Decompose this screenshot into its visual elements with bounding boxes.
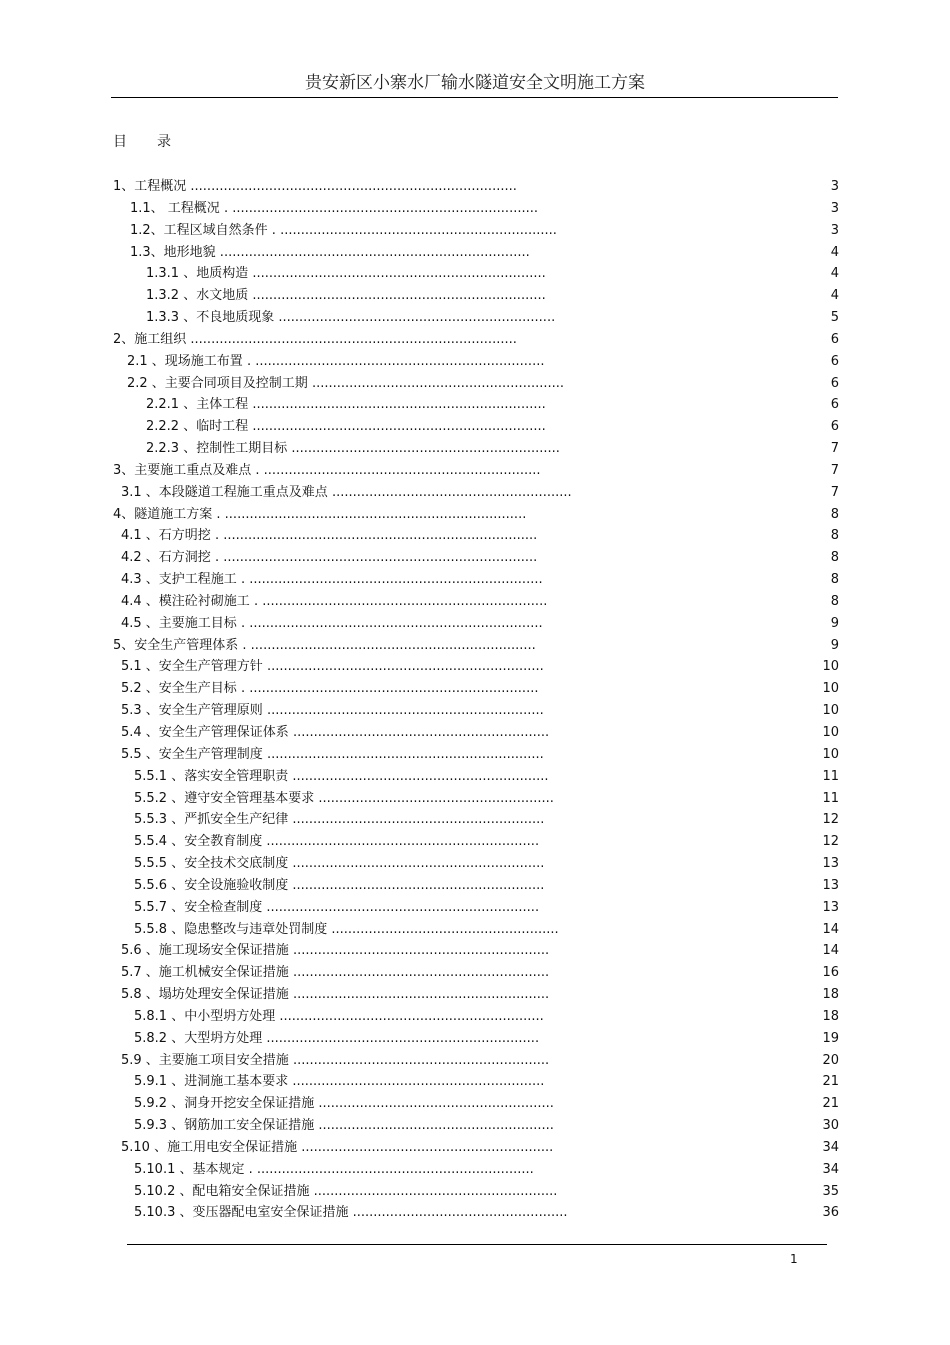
toc-entry[interactable] — [0, 940, 950, 962]
toc-entry-page: 4 — [830, 244, 839, 260]
toc-entry-title: 5、安全生产管理体系 . ..................................................................... — [113, 637, 536, 653]
document-header-title: 贵安新区小寨水厂输水隧道安全文明施工方案 — [305, 73, 645, 93]
toc-entry-title: 5.5.5 、安全技术交底制度 ............................................................. — [134, 856, 545, 872]
toc-entry-page: 14 — [822, 921, 839, 937]
toc-entry-title: 3.1 、本段隧道工程施工重点及难点 .......................................................... — [121, 484, 572, 500]
toc-entry-title: 5.5.6 、安全设施验收制度 ............................................................. — [134, 877, 545, 893]
toc-entry-page: 34 — [822, 1161, 839, 1177]
toc-entry-title: 5.5 、安全生产管理制度 ................................................................... — [121, 746, 544, 762]
toc-entry-title: 5.6 、施工现场安全保证措施 .............................................................. — [121, 943, 550, 959]
toc-entry-page: 10 — [822, 681, 839, 697]
toc-entry-page: 10 — [822, 703, 839, 719]
toc-entry[interactable] — [0, 678, 950, 700]
toc-entry[interactable] — [0, 373, 950, 395]
toc-entry-title: 5.9.3 、钢筋加工安全保证措施 ......................................................... — [134, 1118, 554, 1134]
toc-entry-page: 18 — [822, 1008, 839, 1024]
toc-entry-title: 5.3 、安全生产管理原则 ................................................................... — [121, 703, 544, 719]
toc-entry-title: 5.9 、主要施工项目安全措施 .............................................................. — [121, 1052, 550, 1068]
toc-entry-page: 6 — [830, 331, 839, 347]
toc-entry[interactable] — [0, 853, 950, 875]
toc-entry[interactable] — [0, 1071, 950, 1093]
toc-entry[interactable] — [0, 1050, 950, 1072]
toc-entry[interactable] — [0, 569, 950, 591]
toc-entry-page: 10 — [822, 659, 839, 675]
toc-entry[interactable] — [0, 416, 950, 438]
toc-entry-title: 5.10.2 、配电箱安全保证措施 ........................................................... — [134, 1183, 558, 1199]
toc-entry-page: 10 — [822, 746, 839, 762]
toc-entry-page: 3 — [830, 200, 839, 216]
toc-entry-title: 5.7 、施工机械安全保证措施 .............................................................. — [121, 965, 550, 981]
toc-entry-page: 36 — [822, 1205, 839, 1221]
toc-entry[interactable] — [0, 307, 950, 329]
toc-entry[interactable] — [0, 329, 950, 351]
toc-entry-page: 6 — [830, 353, 839, 369]
toc-entry[interactable] — [0, 438, 950, 460]
toc-entry[interactable] — [0, 897, 950, 919]
toc-entry-page: 11 — [822, 790, 839, 806]
toc-entry-title: 2.2.2 、临时工程 ....................................................................... — [146, 419, 546, 435]
toc-entry[interactable] — [0, 1006, 950, 1028]
toc-entry[interactable] — [0, 263, 950, 285]
toc-entry-title: 5.10.3 、变压器配电室安全保证措施 .................................................... — [134, 1205, 568, 1221]
toc-entry-page: 12 — [822, 812, 839, 828]
toc-entry-title: 5.8 、塌坊处理安全保证措施 .............................................................. — [121, 987, 550, 1003]
toc-entry-title: 4.2 、石方洞挖 . ............................................................................ — [121, 550, 538, 566]
toc-entry-page: 30 — [822, 1118, 839, 1134]
toc-entry[interactable] — [0, 809, 950, 831]
toc-entry[interactable] — [0, 1202, 950, 1224]
toc-entry-page: 13 — [822, 899, 839, 915]
toc-entry-title: 4.1 、石方明挖 . ............................................................................ — [121, 528, 538, 544]
toc-entry-page: 3 — [830, 179, 839, 194]
toc-entry-page: 34 — [822, 1139, 839, 1155]
toc-entry-page: 3 — [830, 222, 839, 238]
toc-entry-title: 1、工程概况 ............................................................................... — [113, 179, 517, 194]
toc-entry-title: 5.9.1 、进洞施工基本要求 ............................................................. — [134, 1074, 545, 1090]
toc-entry-title: 5.5.3 、严抓安全生产纪律 ............................................................. — [134, 812, 545, 828]
toc-entry[interactable] — [0, 198, 950, 220]
toc-entry-title: 5.5.2 、遵守安全管理基本要求 ......................................................... — [134, 790, 554, 806]
toc-entry[interactable] — [0, 635, 950, 657]
toc-entry-page: 21 — [822, 1096, 839, 1112]
toc-entry-page: 13 — [822, 877, 839, 893]
toc-entry-title: 5.8.2 、大型坍方处理 .................................................................. — [134, 1030, 540, 1046]
toc-entry-title: 3、主要施工重点及难点 . ................................................................... — [113, 462, 541, 478]
toc-entry-title: 5.5.8 、隐患整改与违章处罚制度 ....................................................... — [134, 921, 559, 937]
toc-entry[interactable] — [0, 504, 950, 526]
toc-entry-page: 10 — [822, 725, 839, 740]
header-divider — [111, 97, 838, 98]
toc-entry-page: 8 — [830, 528, 839, 544]
toc-entry[interactable] — [0, 1093, 950, 1115]
toc-entry[interactable] — [0, 962, 950, 984]
toc-entry[interactable] — [0, 1159, 950, 1181]
toc-entry[interactable] — [0, 831, 950, 853]
toc-entry-page: 21 — [822, 1074, 839, 1090]
toc-entry[interactable] — [0, 176, 950, 198]
toc-entry[interactable] — [0, 1181, 950, 1203]
toc-entry-page: 6 — [830, 397, 839, 413]
toc-entry-title: 1.3.3 、不良地质现象 ................................................................... — [146, 310, 556, 326]
toc-entry-page: 14 — [822, 943, 839, 959]
toc-entry-title: 5.2 、安全生产目标 . ...................................................................... — [121, 681, 539, 697]
toc-entry-title: 5.9.2 、洞身开挖安全保证措施 ......................................................... — [134, 1096, 554, 1112]
toc-entry-title: 5.5.7 、安全检查制度 .................................................................. — [134, 899, 540, 915]
toc-entry-page: 11 — [822, 768, 839, 784]
toc-entry-title: 2.1 、现场施工布置 . ...................................................................... — [127, 353, 545, 369]
toc-entry-page: 16 — [822, 965, 839, 981]
toc-entry-page: 6 — [830, 375, 839, 391]
toc-entry[interactable] — [0, 547, 950, 569]
toc-entry-page: 5 — [830, 310, 839, 326]
toc-entry[interactable] — [0, 1137, 950, 1159]
toc-entry-page: 8 — [830, 506, 839, 522]
toc-entry-title: 1.3、地形地貌 ........................................................................... — [130, 244, 530, 260]
toc-entry[interactable] — [0, 722, 950, 744]
toc-entry-title: 2.2.3 、控制性工期目标 ................................................................. — [146, 441, 560, 457]
toc-entry-page: 18 — [822, 987, 839, 1003]
toc-entry-title: 4.4 、模注砼衬砌施工 . ..................................................................... — [121, 593, 548, 609]
toc-entry-title: 5.10.1 、基本规定 . ................................................................... — [134, 1161, 534, 1177]
toc-entry[interactable] — [0, 220, 950, 242]
toc-entry-title: 5.1 、安全生产管理方针 ................................................................... — [121, 659, 544, 675]
toc-entry[interactable] — [0, 919, 950, 941]
toc-entry-page: 8 — [830, 572, 839, 588]
footer-divider — [127, 1244, 827, 1245]
toc-heading — [113, 131, 171, 151]
toc-entry[interactable] — [0, 482, 950, 504]
toc-entry[interactable] — [0, 1028, 950, 1050]
toc-heading-right: 录 — [157, 134, 171, 150]
toc-entry[interactable] — [0, 351, 950, 373]
toc-entry-page: 35 — [822, 1183, 839, 1199]
toc-heading-left: 目 — [113, 134, 127, 150]
toc-entry-title: 1.3.2 、水文地质 ....................................................................... — [146, 288, 546, 304]
toc-entry-page: 7 — [830, 484, 839, 500]
toc-entry[interactable] — [0, 766, 950, 788]
toc-entry-page: 4 — [830, 288, 839, 304]
toc-entry[interactable] — [0, 875, 950, 897]
toc-entry[interactable] — [0, 744, 950, 766]
toc-entry-title: 2.2 、主要合同项目及控制工期 ............................................................. — [127, 375, 565, 391]
toc-entry-page: 13 — [822, 856, 839, 872]
toc-entry-title: 5.5.1 、落实安全管理职责 .............................................................. — [134, 768, 549, 784]
toc-entry-title: 5.4 、安全生产管理保证体系 .............................................................. — [121, 725, 550, 740]
toc-entry-title: 5.10 、施工用电安全保证措施 ............................................................. — [121, 1139, 554, 1155]
toc-entry-page: 12 — [822, 834, 839, 850]
toc-entry-title: 4.3 、支护工程施工 . ....................................................................... — [121, 572, 543, 588]
toc-entry[interactable] — [0, 242, 950, 264]
toc-entry[interactable] — [0, 394, 950, 416]
toc-entry[interactable] — [0, 525, 950, 547]
page-number: 1 — [790, 1252, 798, 1266]
toc-entry-page: 20 — [822, 1052, 839, 1068]
toc-entry-page: 9 — [830, 615, 839, 631]
toc-entry-title: 1.1、 工程概况 . .......................................................................... — [130, 200, 538, 216]
toc-entry-title: 5.5.4 、安全教育制度 .................................................................. — [134, 834, 540, 850]
toc-entry-title: 2、施工组织 ............................................................................... — [113, 331, 517, 347]
toc-entry-page: 7 — [830, 462, 839, 478]
toc-entry-title: 1.3.1 、地质构造 ....................................................................... — [146, 266, 546, 282]
toc-entry-page: 6 — [830, 419, 839, 435]
toc-entry[interactable] — [0, 1115, 950, 1137]
toc-entry-page: 8 — [830, 593, 839, 609]
toc-entry[interactable] — [0, 285, 950, 307]
toc-entry-page: 8 — [830, 550, 839, 566]
toc-entry[interactable] — [0, 788, 950, 810]
toc-entry[interactable] — [0, 984, 950, 1006]
toc-entry[interactable] — [0, 591, 950, 613]
toc-entry[interactable] — [0, 460, 950, 482]
toc-entry-title: 4、隧道施工方案 . ......................................................................... — [113, 506, 527, 522]
toc-entry-page: 9 — [830, 637, 839, 653]
toc-entry-title: 4.5 、主要施工目标 . ....................................................................... — [121, 615, 543, 631]
toc-entry-title: 1.2、工程区域自然条件 . ................................................................... — [130, 222, 557, 238]
toc-entry[interactable] — [0, 656, 950, 678]
toc-entry-page: 4 — [830, 266, 839, 282]
toc-entry-page: 7 — [830, 441, 839, 457]
toc-entry-title: 2.2.1 、主体工程 ....................................................................... — [146, 397, 546, 413]
toc-entry-page: 19 — [822, 1030, 839, 1046]
toc-entry[interactable] — [0, 700, 950, 722]
toc-entry-title: 5.8.1 、中小型坍方处理 ................................................................ — [134, 1008, 544, 1024]
toc-entry[interactable] — [0, 613, 950, 635]
